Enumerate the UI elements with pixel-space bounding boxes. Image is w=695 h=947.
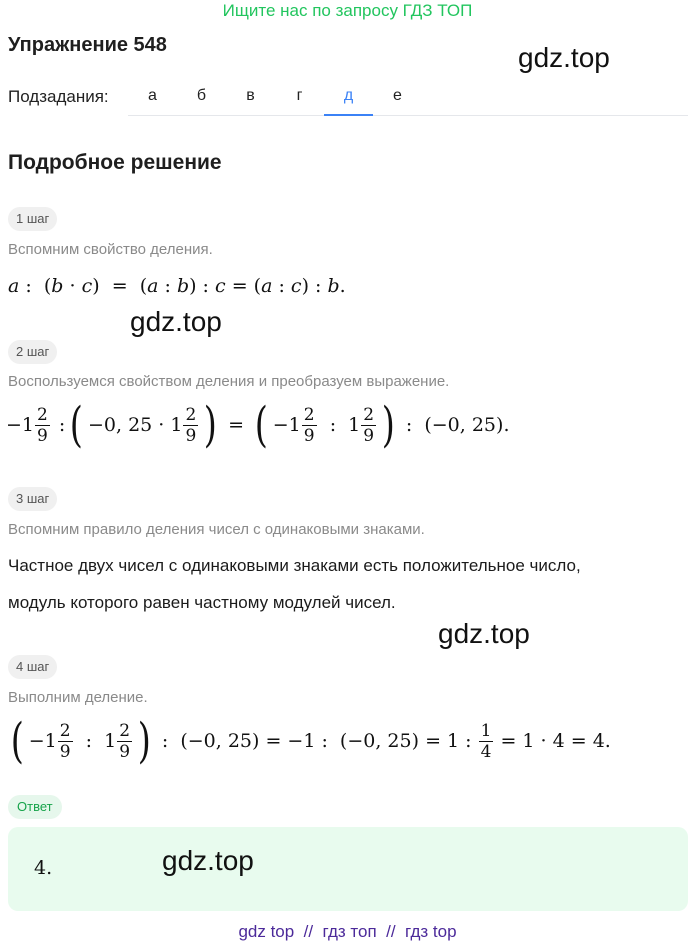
tab-e[interactable]: е <box>393 87 402 104</box>
solution-title: Подробное решение <box>8 151 222 174</box>
formula-step1: a : ( b · c ) = ( a : b ) : c = ( a : c ) : b . <box>8 275 346 297</box>
tab-v[interactable]: в <box>246 87 255 104</box>
subtasks-label: Подзадания: <box>8 87 109 106</box>
watermark: gdz.top <box>130 306 222 337</box>
watermark: gdz.top <box>438 618 530 649</box>
step-badge: 4 шаг <box>8 655 57 679</box>
subtask-tabs <box>128 78 688 116</box>
step-hint: Вспомним правило деления чисел с одинаковыми знаками. <box>8 521 425 538</box>
tab-b[interactable]: б <box>196 87 207 104</box>
tab-d[interactable]: д <box>324 78 373 116</box>
step-hint: Воспользуемся свойством деления и преобразуем выражение. <box>8 373 450 390</box>
footer-links[interactable]: gdz top // гдз топ // гдз top <box>238 922 457 941</box>
step-badge: 2 шаг <box>8 340 57 364</box>
step-badge: 3 шаг <box>8 487 57 511</box>
rule-text-line2: модуль которого равен частному модулей чисел. <box>8 593 396 612</box>
tab-g[interactable]: г <box>296 87 303 104</box>
answer-box <box>8 827 688 911</box>
step-badge: 1 шаг <box>8 207 57 231</box>
step-hint: Выполним деление. <box>8 689 148 706</box>
watermark: gdz.top <box>162 845 254 876</box>
tab-a[interactable]: а <box>148 87 157 104</box>
rule-text-line1: Частное двух чисел с одинаковыми знаками есть положительное число, <box>8 556 581 575</box>
page-title: Упражнение 548 <box>8 34 167 56</box>
formula-step2: −1 $\frac{2}{9}$ : ( −0, 25 · 1 $\frac{2}{9}$ ) = ( −1 $\frac{2}{9}$ : 1 $\frac{2}{9}$ ) : (−0, 25). <box>6 397 510 453</box>
formula-step4: ( −1 $\frac{2}{9}$ : 1 $\frac{2}{9}$ ) : (−0, 25) = −1 : (−0, 25) = 1 : $\frac{1}{4}$ = 1 · 4 = 4. <box>10 713 611 769</box>
watermark: gdz.top <box>518 42 610 73</box>
answer-badge: Ответ <box>8 795 62 819</box>
step-hint: Вспомним свойство деления. <box>8 241 213 258</box>
answer-value: 4. <box>34 857 53 879</box>
search-banner: Ищите нас по запросу ГДЗ ТОП <box>222 1 473 20</box>
